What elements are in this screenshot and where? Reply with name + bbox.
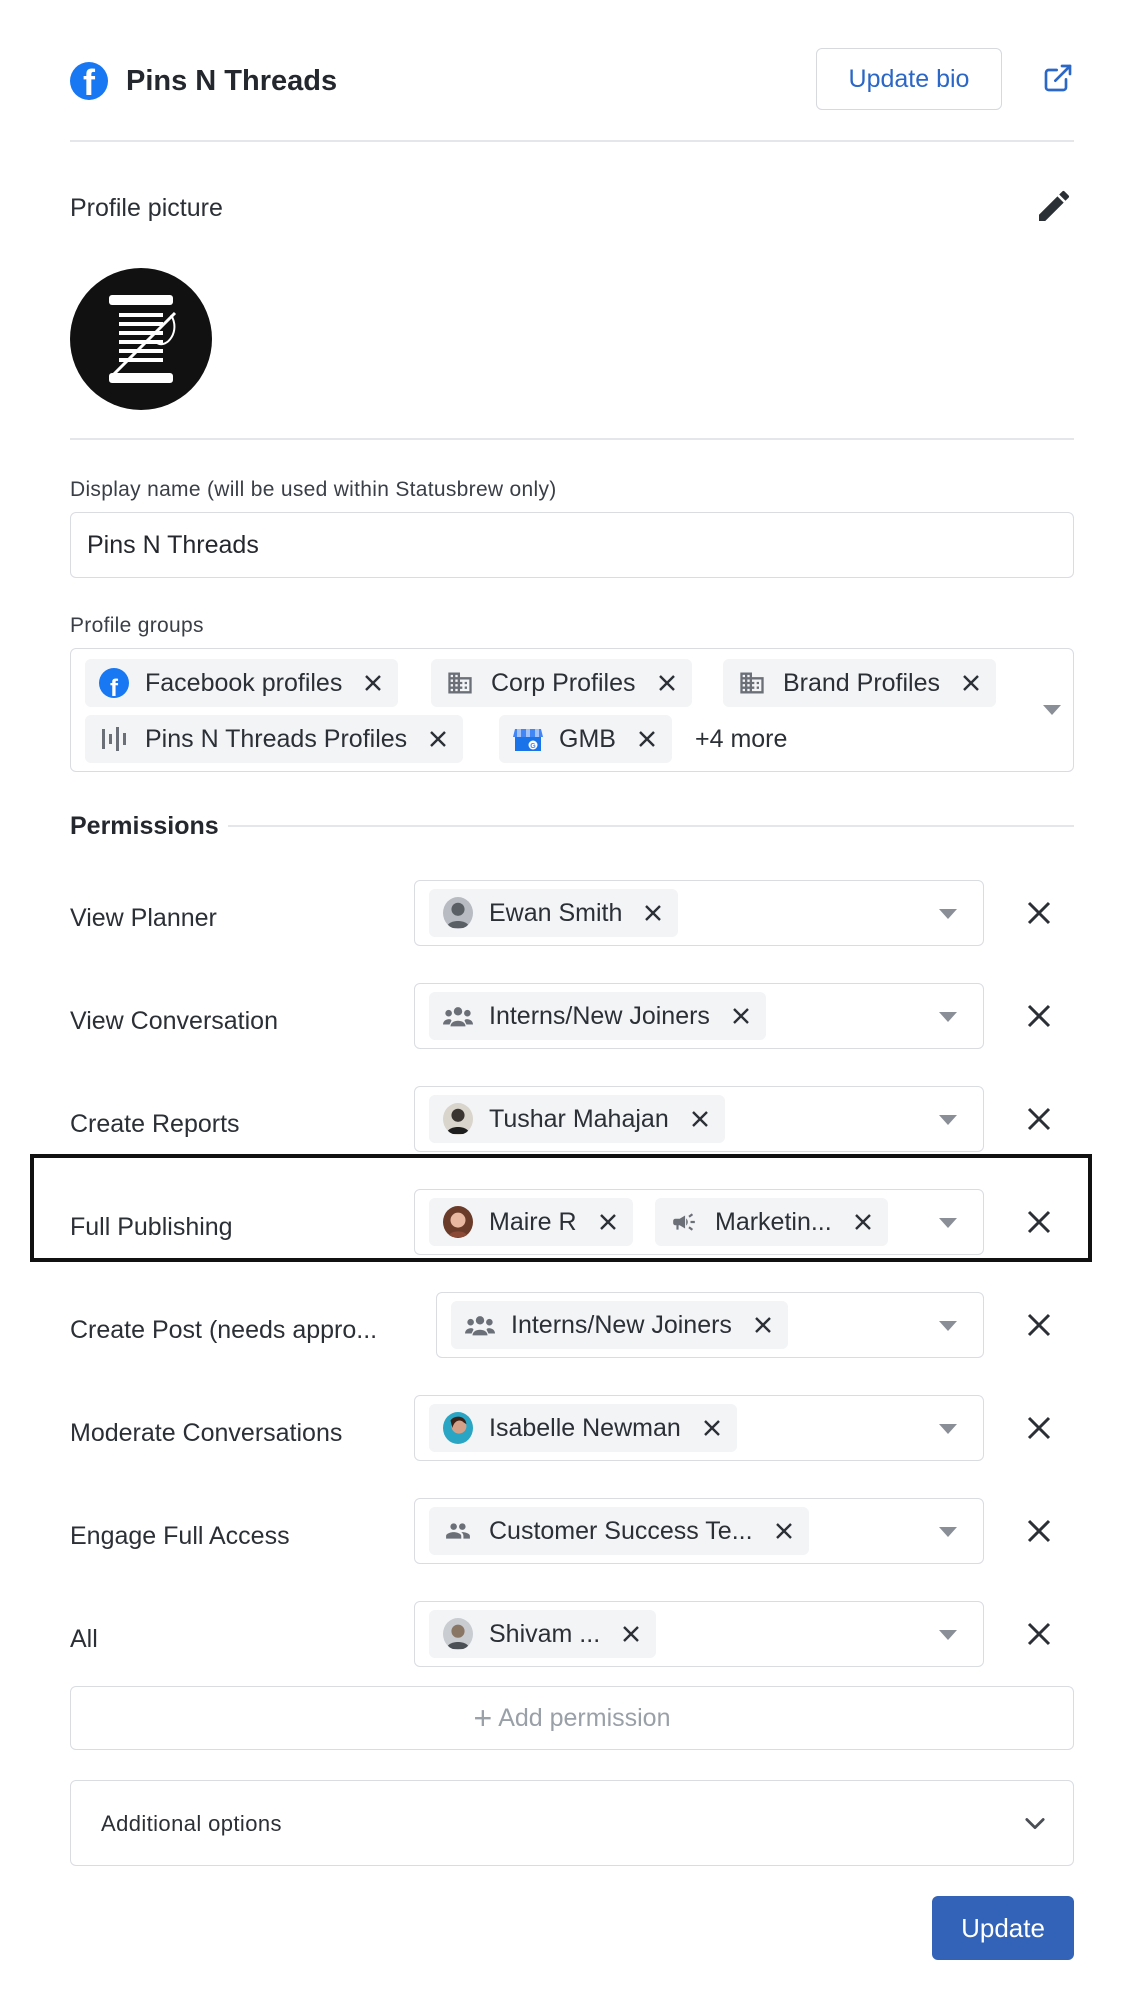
permission-label: View Conversation: [70, 1007, 278, 1035]
remove-chip-icon[interactable]: [852, 1211, 874, 1233]
permission-label: Engage Full Access: [70, 1522, 290, 1550]
more-groups-link[interactable]: +4 more: [695, 725, 788, 753]
profile-groups-label: Profile groups: [70, 614, 204, 637]
permission-label: Create Post (needs appro...: [70, 1316, 378, 1344]
remove-permission-icon[interactable]: [1024, 898, 1054, 928]
additional-options-accordion[interactable]: [70, 1780, 1074, 1866]
chip-label: Ewan Smith: [489, 898, 623, 927]
chevron-down-icon[interactable]: [939, 1424, 957, 1434]
add-permission-button[interactable]: [70, 1686, 1074, 1750]
profile-group-chip: [499, 715, 672, 763]
remove-permission-icon[interactable]: [1024, 1413, 1054, 1443]
assignee-chip: [429, 1610, 656, 1658]
chevron-down-icon[interactable]: [939, 1115, 957, 1125]
team-icon: [465, 1310, 495, 1340]
chip-label: Pins N Threads Profiles: [145, 724, 408, 753]
permission-assignee-select[interactable]: [414, 1189, 984, 1255]
page-title: Pins N Threads: [126, 64, 338, 97]
update-bio-button[interactable]: Update bio: [816, 48, 1002, 110]
assignee-chip: [429, 1095, 725, 1143]
chevron-down-icon[interactable]: [939, 1527, 957, 1537]
chevron-down-icon[interactable]: [939, 909, 957, 919]
profile-group-chip: [431, 659, 692, 707]
permission-assignee-select[interactable]: [414, 983, 984, 1049]
chip-label: Customer Success Te...: [489, 1516, 753, 1545]
add-permission-label: Add permission: [498, 1703, 671, 1732]
remove-permission-icon[interactable]: [1024, 1619, 1054, 1649]
display-name-input[interactable]: [70, 512, 1074, 578]
google-my-business-icon: [513, 724, 543, 754]
permission-assignee-select[interactable]: [414, 880, 984, 946]
user-avatar: [443, 1207, 473, 1237]
remove-permission-icon[interactable]: [1024, 1104, 1054, 1134]
permission-label: Create Reports: [70, 1110, 240, 1138]
permission-assignee-select[interactable]: [414, 1498, 984, 1564]
chip-label: Maire R: [489, 1207, 577, 1236]
section-divider: [70, 438, 1074, 440]
building-icon: [737, 668, 767, 698]
chip-label: Interns/New Joiners: [511, 1310, 732, 1339]
permission-label: Full Publishing: [70, 1213, 233, 1241]
facebook-icon: [99, 668, 129, 698]
assignee-chip: [451, 1301, 788, 1349]
group-icon: [443, 1516, 473, 1546]
remove-permission-icon[interactable]: [1024, 1207, 1054, 1237]
remove-chip-icon[interactable]: [773, 1520, 795, 1542]
team-icon: [443, 1001, 473, 1031]
chevron-down-icon[interactable]: [939, 1321, 957, 1331]
profile-group-chip: [85, 659, 398, 707]
chip-label: Tushar Mahajan: [489, 1104, 669, 1133]
permission-label: All: [70, 1625, 98, 1653]
chip-label: Isabelle Newman: [489, 1413, 681, 1442]
chevron-down-icon[interactable]: [939, 1012, 957, 1022]
profile-picture-label: Profile picture: [70, 194, 223, 222]
assignee-chip: [429, 1404, 737, 1452]
header-divider: [70, 140, 1074, 142]
permissions-divider: [228, 825, 1074, 827]
remove-chip-icon[interactable]: [752, 1314, 774, 1336]
permission-assignee-select[interactable]: [414, 1086, 984, 1152]
assignee-chip: [429, 992, 766, 1040]
remove-chip-icon[interactable]: [656, 672, 678, 694]
assignee-chip: [655, 1198, 888, 1246]
remove-chip-icon[interactable]: [960, 672, 982, 694]
chip-label: Brand Profiles: [783, 668, 941, 697]
permissions-title: Permissions: [70, 812, 219, 840]
profile-group-chip: [723, 659, 996, 707]
user-avatar: [443, 898, 473, 928]
remove-chip-icon[interactable]: [427, 728, 449, 750]
profile-group-chip: [85, 715, 463, 763]
external-link-icon[interactable]: [1042, 62, 1074, 94]
user-avatar: [443, 1619, 473, 1649]
profile-avatar: [70, 268, 212, 410]
user-avatar: [443, 1104, 473, 1134]
permission-assignee-select[interactable]: [414, 1395, 984, 1461]
pencil-icon[interactable]: [1034, 186, 1074, 226]
permission-label: View Planner: [70, 904, 217, 932]
user-avatar: [443, 1413, 473, 1443]
chip-label: Corp Profiles: [491, 668, 636, 697]
update-button[interactable]: Update: [932, 1896, 1074, 1960]
assignee-chip: [429, 1507, 809, 1555]
permission-label: Moderate Conversations: [70, 1419, 343, 1447]
svg-text:G: G: [530, 743, 536, 750]
remove-permission-icon[interactable]: [1024, 1516, 1054, 1546]
megaphone-icon: [669, 1207, 699, 1237]
chip-label: GMB: [559, 724, 616, 753]
remove-permission-icon[interactable]: [1024, 1310, 1054, 1340]
remove-chip-icon[interactable]: [701, 1417, 723, 1439]
profile-header: [70, 46, 1074, 116]
remove-chip-icon[interactable]: [362, 672, 384, 694]
chip-label: Interns/New Joiners: [489, 1001, 710, 1030]
bars-icon: [99, 724, 129, 754]
remove-chip-icon[interactable]: [689, 1108, 711, 1130]
assignee-chip: [429, 1198, 633, 1246]
chevron-down-icon[interactable]: [939, 1218, 957, 1228]
profile-groups-select[interactable]: [70, 648, 1074, 772]
assignee-chip: [429, 889, 678, 937]
chevron-down-icon[interactable]: [1043, 705, 1061, 715]
display-name-value: Pins N Threads: [87, 530, 259, 559]
chevron-down-icon[interactable]: [939, 1630, 957, 1640]
chip-label: Shivam ...: [489, 1619, 601, 1648]
remove-chip-icon[interactable]: [636, 728, 658, 750]
remove-chip-icon[interactable]: [642, 902, 664, 924]
chip-label: Facebook profiles: [145, 668, 343, 697]
building-icon: [445, 668, 475, 698]
thread-spool-icon: [101, 291, 181, 387]
remove-chip-icon[interactable]: [597, 1211, 619, 1233]
remove-permission-icon[interactable]: [1024, 1001, 1054, 1031]
remove-chip-icon[interactable]: [730, 1005, 752, 1027]
facebook-icon: f: [70, 62, 108, 100]
additional-options-label: Additional options: [101, 1811, 282, 1836]
permission-assignee-select[interactable]: [436, 1292, 984, 1358]
chip-label: Marketin...: [715, 1207, 832, 1236]
svg-text:f: f: [110, 675, 118, 698]
plus-icon: +: [473, 1700, 493, 1736]
remove-chip-icon[interactable]: [620, 1623, 642, 1645]
display-name-label: Display name (will be used within Statusbrew only): [70, 478, 557, 501]
permission-assignee-select[interactable]: [414, 1601, 984, 1667]
chevron-down-icon: [1021, 1809, 1049, 1837]
